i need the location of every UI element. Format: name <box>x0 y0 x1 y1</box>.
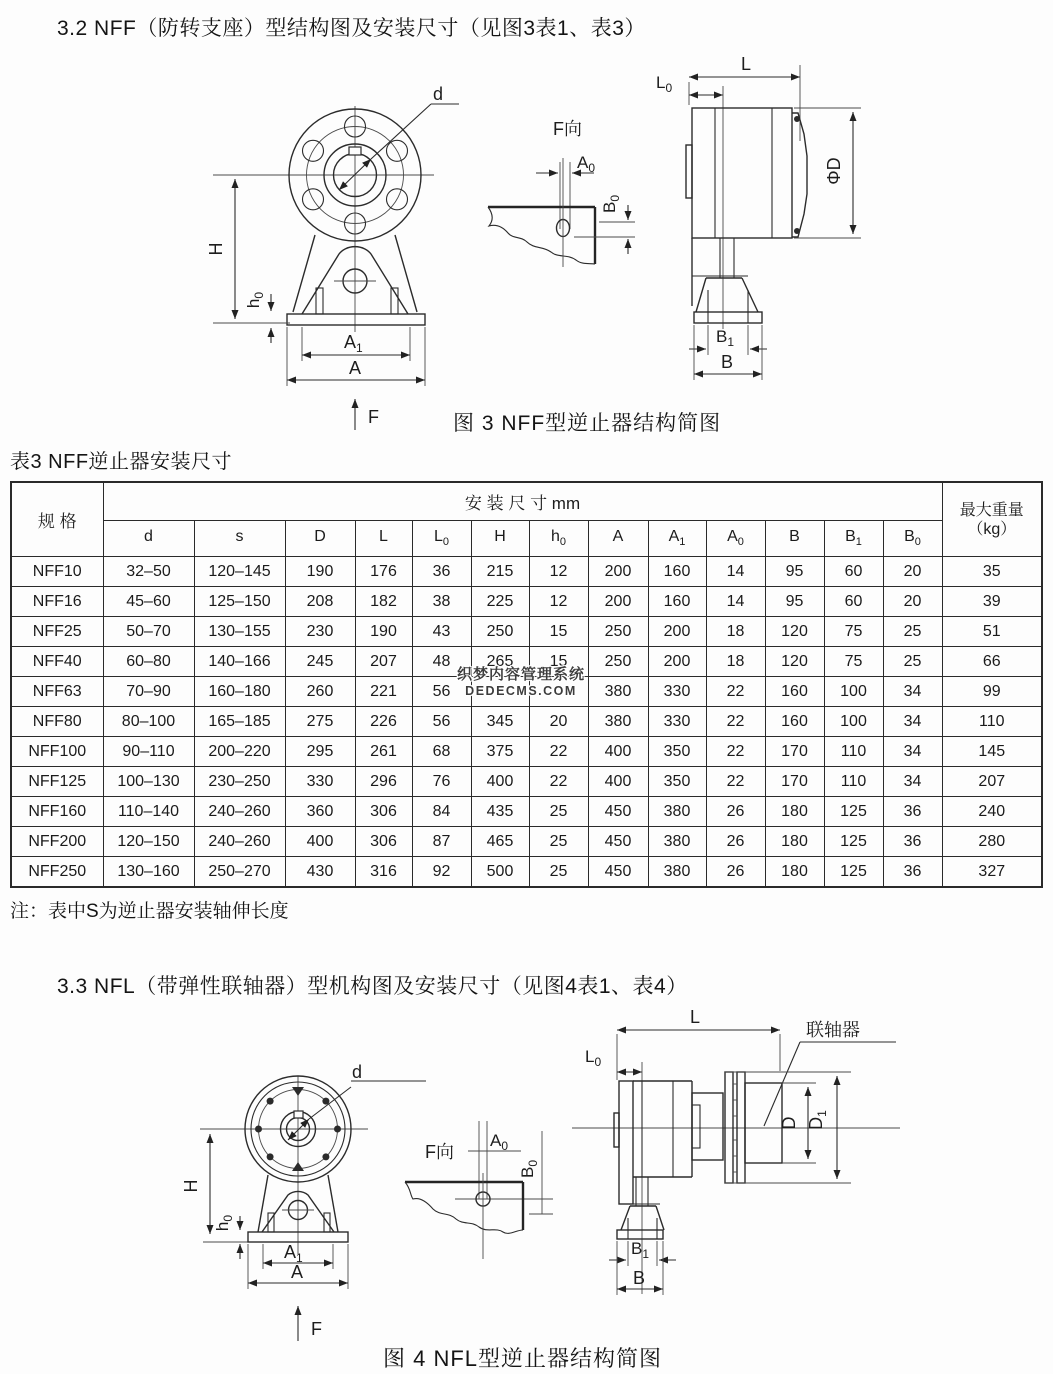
cell: 35 <box>942 557 1042 587</box>
coupling-label: 联轴器 <box>806 1020 860 1040</box>
dim-label-B1: $B_1$ <box>716 327 735 349</box>
dim-label-D1: $D_1$ <box>806 1110 829 1130</box>
cell: 170 <box>765 767 824 797</box>
cell: 100 <box>824 677 883 707</box>
f-view-label: F向 <box>553 119 582 139</box>
cell: 125–150 <box>194 587 285 617</box>
cell: 100 <box>824 707 883 737</box>
cell: 261 <box>355 737 412 767</box>
cell: 330 <box>285 767 355 797</box>
col-header-d: d <box>103 521 194 557</box>
nff-side-view <box>656 54 861 380</box>
cell: 200 <box>648 617 706 647</box>
cell: 92 <box>412 857 471 888</box>
cell: 180 <box>765 857 824 888</box>
cell: 240 <box>942 797 1042 827</box>
col-header-B0: $B_0$ <box>883 521 942 557</box>
col-header-D: D <box>285 521 355 557</box>
cell: 250 <box>588 617 648 647</box>
col-header-h0: $h_0$ <box>529 521 588 557</box>
dim-label-A0: $A_0$ <box>577 153 596 175</box>
cell: 250 <box>588 647 648 677</box>
cell: 450 <box>588 797 648 827</box>
cell: 380 <box>648 797 706 827</box>
cell: 75 <box>824 617 883 647</box>
cell: 350 <box>648 737 706 767</box>
cell: 215 <box>471 557 529 587</box>
cell: 50–70 <box>103 617 194 647</box>
cell: 18 <box>706 617 765 647</box>
figure-4-caption: 图 4 NFL型逆止器结构简图 <box>383 1346 663 1371</box>
cell: 56 <box>412 707 471 737</box>
nff-f-direction-view <box>488 119 635 267</box>
dim-label-H: H <box>206 242 226 256</box>
dim-label-A: A <box>349 358 362 378</box>
cell: 34 <box>883 677 942 707</box>
cell: 225 <box>471 587 529 617</box>
col-header-H: H <box>471 521 529 557</box>
cell: 500 <box>471 857 529 888</box>
cell: 120 <box>765 617 824 647</box>
dim-label-A1: $A_1$ <box>344 332 363 355</box>
dim-label-h0: $h_0$ <box>244 291 266 309</box>
cell: 400 <box>588 737 648 767</box>
cell: 12 <box>529 557 588 587</box>
nfl-front-view <box>181 1062 426 1341</box>
cell: 350 <box>648 767 706 797</box>
cell: 260 <box>285 677 355 707</box>
table-row-nff25 <box>11 617 1042 647</box>
dim-label-B: B <box>721 352 734 372</box>
cell-spec: NFF40 <box>11 647 103 677</box>
cell: 20 <box>883 557 942 587</box>
weight-header-line1: 最大重量 <box>959 501 1024 519</box>
table-row-nff250 <box>11 857 1042 888</box>
cell: 190 <box>355 617 412 647</box>
cell: 120–150 <box>103 827 194 857</box>
cell: 400 <box>285 827 355 857</box>
cell: 34 <box>883 737 942 767</box>
cell: 26 <box>706 857 765 888</box>
cell: 60 <box>824 587 883 617</box>
cell: 250–270 <box>194 857 285 888</box>
cell: 295 <box>285 737 355 767</box>
cell: 48 <box>412 647 471 677</box>
cell: 176 <box>355 557 412 587</box>
dim-label-L: L <box>741 54 752 74</box>
dim-label-D: D <box>779 1116 799 1130</box>
table-note: 注：表中S为逆止器安装轴伸长度 <box>10 901 289 922</box>
cell: 207 <box>355 647 412 677</box>
cell: 18 <box>706 647 765 677</box>
cell: 120 <box>765 647 824 677</box>
cell: 280 <box>942 827 1042 857</box>
cell: 22 <box>529 737 588 767</box>
dim-label-phi-d: ΦD <box>824 157 844 185</box>
cell: 125 <box>824 797 883 827</box>
cell: 76 <box>412 767 471 797</box>
cell: 36 <box>412 557 471 587</box>
col-header-A0: $A_0$ <box>706 521 765 557</box>
nff-front-view <box>206 84 459 430</box>
watermark-line1: 织梦内容管理系统 <box>456 666 585 683</box>
cell: 240–260 <box>194 827 285 857</box>
cell: 182 <box>355 587 412 617</box>
cell: 160 <box>765 677 824 707</box>
dim-label-B1: $B_1$ <box>631 1239 650 1261</box>
dim-label-L: L <box>690 1008 701 1027</box>
cell: 200 <box>588 557 648 587</box>
force-label-F: F <box>368 407 379 427</box>
cell: 36 <box>883 857 942 888</box>
cell: 306 <box>355 827 412 857</box>
force-label-F: F <box>311 1319 322 1339</box>
col-header-s: s <box>194 521 285 557</box>
table-row-nff125 <box>11 767 1042 797</box>
cell-spec: NFF25 <box>11 617 103 647</box>
cell: 230 <box>285 617 355 647</box>
table-row-nff10 <box>11 557 1042 587</box>
cell: 22 <box>706 737 765 767</box>
cell: 25 <box>883 647 942 677</box>
cell: 170 <box>765 737 824 767</box>
cell: 80–100 <box>103 707 194 737</box>
col-header-spec: 规 格 <box>11 482 103 557</box>
cell-spec: NFF100 <box>11 737 103 767</box>
cell: 400 <box>471 767 529 797</box>
cell: 12 <box>529 587 588 617</box>
col-header-group: 安 装 尺 寸 mm <box>103 482 942 521</box>
cell: 110 <box>942 707 1042 737</box>
col-header-B1: $B_1$ <box>824 521 883 557</box>
cell: 36 <box>883 797 942 827</box>
dim-label-H: H <box>181 1179 201 1193</box>
cell: 180 <box>765 827 824 857</box>
cell: 207 <box>942 767 1042 797</box>
cell: 14 <box>706 587 765 617</box>
cell: 34 <box>883 707 942 737</box>
cell-spec: NFF125 <box>11 767 103 797</box>
cell: 110 <box>824 737 883 767</box>
cell-spec: NFF250 <box>11 857 103 888</box>
dim-label-B0: $B_0$ <box>600 194 622 214</box>
weight-header-line2: （kg） <box>967 520 1017 538</box>
cell: 180 <box>765 797 824 827</box>
cell: 56 <box>412 677 471 707</box>
cell: 380 <box>648 827 706 857</box>
dim-label-L0: $L_0$ <box>585 1047 602 1069</box>
cell: 130–155 <box>194 617 285 647</box>
figure-3-drawing <box>0 38 1053 440</box>
cell: 145 <box>942 737 1042 767</box>
cell: 330 <box>648 677 706 707</box>
cell: 160–180 <box>194 677 285 707</box>
cell: 450 <box>588 827 648 857</box>
cell: 296 <box>355 767 412 797</box>
cell: 380 <box>588 707 648 737</box>
cell-spec: NFF16 <box>11 587 103 617</box>
cell: 160 <box>648 587 706 617</box>
cell: 110 <box>824 767 883 797</box>
cell: 430 <box>285 857 355 888</box>
cell: 360 <box>285 797 355 827</box>
col-header-L0: $L_0$ <box>412 521 471 557</box>
cell: 400 <box>588 767 648 797</box>
table-row-nff80 <box>11 707 1042 737</box>
cell: 208 <box>285 587 355 617</box>
cell: 380 <box>648 857 706 888</box>
cell-spec: NFF160 <box>11 797 103 827</box>
cell-spec: NFF10 <box>11 557 103 587</box>
cell: 221 <box>355 677 412 707</box>
dim-label-L0: $L_0$ <box>656 73 673 95</box>
cell: 230–250 <box>194 767 285 797</box>
table-row-nff200 <box>11 827 1042 857</box>
cell: 14 <box>706 557 765 587</box>
cell: 100–130 <box>103 767 194 797</box>
nfl-side-view <box>572 1008 900 1295</box>
figure-4-drawing <box>0 1008 1053 1374</box>
table-row-nff16 <box>11 587 1042 617</box>
cell: 125 <box>824 857 883 888</box>
cell: 140–166 <box>194 647 285 677</box>
cell: 22 <box>706 707 765 737</box>
cell: 316 <box>355 857 412 888</box>
cell: 66 <box>942 647 1042 677</box>
cell: 250 <box>471 617 529 647</box>
cell: 43 <box>412 617 471 647</box>
dim-label-A1: $A_1$ <box>284 1242 303 1265</box>
cell: 22 <box>706 767 765 797</box>
cell: 34 <box>883 767 942 797</box>
cell: 345 <box>471 707 529 737</box>
cell: 25 <box>529 827 588 857</box>
cell: 190 <box>285 557 355 587</box>
cell: 200–220 <box>194 737 285 767</box>
cell: 120–145 <box>194 557 285 587</box>
cell: 95 <box>765 587 824 617</box>
cell: 435 <box>471 797 529 827</box>
cell: 84 <box>412 797 471 827</box>
cell: 99 <box>942 677 1042 707</box>
cell: 200 <box>648 647 706 677</box>
cell-spec: NFF80 <box>11 707 103 737</box>
cell: 20 <box>529 707 588 737</box>
col-header-A1: $A_1$ <box>648 521 706 557</box>
cell: 20 <box>883 587 942 617</box>
cell: 90–110 <box>103 737 194 767</box>
cell: 15 <box>529 647 588 677</box>
dim-label-d: d <box>433 84 444 104</box>
cell: 240–260 <box>194 797 285 827</box>
cell: 160 <box>648 557 706 587</box>
cell: 25 <box>529 797 588 827</box>
dim-label-A0: $A_0$ <box>490 1131 509 1153</box>
cell: 45–60 <box>103 587 194 617</box>
cell: 245 <box>285 647 355 677</box>
cell: 110–140 <box>103 797 194 827</box>
cell: 306 <box>355 797 412 827</box>
cell: 465 <box>471 827 529 857</box>
dim-label-B: B <box>633 1268 646 1288</box>
cell: 36 <box>883 827 942 857</box>
cell: 327 <box>942 857 1042 888</box>
cell: 32–50 <box>103 557 194 587</box>
dim-label-d: d <box>352 1062 363 1082</box>
dim-label-A: A <box>291 1262 304 1282</box>
cell: 87 <box>412 827 471 857</box>
cell: 25 <box>883 617 942 647</box>
cell: 450 <box>588 857 648 888</box>
watermark-line2: DEDECMS.COM <box>465 684 577 698</box>
cell: 68 <box>412 737 471 767</box>
col-header-A: A <box>588 521 648 557</box>
cell: 51 <box>942 617 1042 647</box>
cell: 75 <box>824 647 883 677</box>
f-view-label: F向 <box>425 1142 454 1162</box>
col-header-B: B <box>765 521 824 557</box>
cell: 125 <box>824 827 883 857</box>
cell-spec: NFF200 <box>11 827 103 857</box>
dim-label-h0: $h_0$ <box>213 1214 235 1232</box>
cell: 38 <box>412 587 471 617</box>
cell: 165–185 <box>194 707 285 737</box>
cell: 15 <box>529 617 588 647</box>
col-header-L: L <box>355 521 412 557</box>
cell: 60 <box>824 557 883 587</box>
table-3-title: 表3 NFF逆止器安装尺寸 <box>10 451 233 473</box>
cell: 330 <box>648 707 706 737</box>
cell: 160 <box>765 707 824 737</box>
table-row-nff160 <box>11 797 1042 827</box>
cell: 22 <box>529 767 588 797</box>
cell: 95 <box>765 557 824 587</box>
cell: 26 <box>706 797 765 827</box>
cell: 39 <box>942 587 1042 617</box>
cell: 375 <box>471 737 529 767</box>
section-3-3-heading: 3.3 NFL（带弹性联轴器）型机构图及安装尺寸（见图4表1、表4） <box>57 975 688 998</box>
cell: 60–80 <box>103 647 194 677</box>
cell: 275 <box>285 707 355 737</box>
cell: 26 <box>706 827 765 857</box>
cell: 22 <box>706 677 765 707</box>
cell: 380 <box>588 677 648 707</box>
col-header-weight <box>942 482 1042 557</box>
dim-label-B0: $B_0$ <box>518 1159 540 1179</box>
table-row-nff100 <box>11 737 1042 767</box>
figure-3-caption: 图 3 NFF型逆止器结构简图 <box>453 412 722 435</box>
nfl-f-direction-view <box>405 1121 553 1259</box>
cell: 200 <box>588 587 648 617</box>
cell: 70–90 <box>103 677 194 707</box>
cell-spec: NFF63 <box>11 677 103 707</box>
cell: 226 <box>355 707 412 737</box>
watermark <box>448 663 594 698</box>
cell: 265 <box>471 647 529 677</box>
cell: 130–160 <box>103 857 194 888</box>
cell: 25 <box>529 857 588 888</box>
section-3-2-heading: 3.2 NFF（防转支座）型结构图及安装尺寸（见图3表1、表3） <box>57 17 646 40</box>
